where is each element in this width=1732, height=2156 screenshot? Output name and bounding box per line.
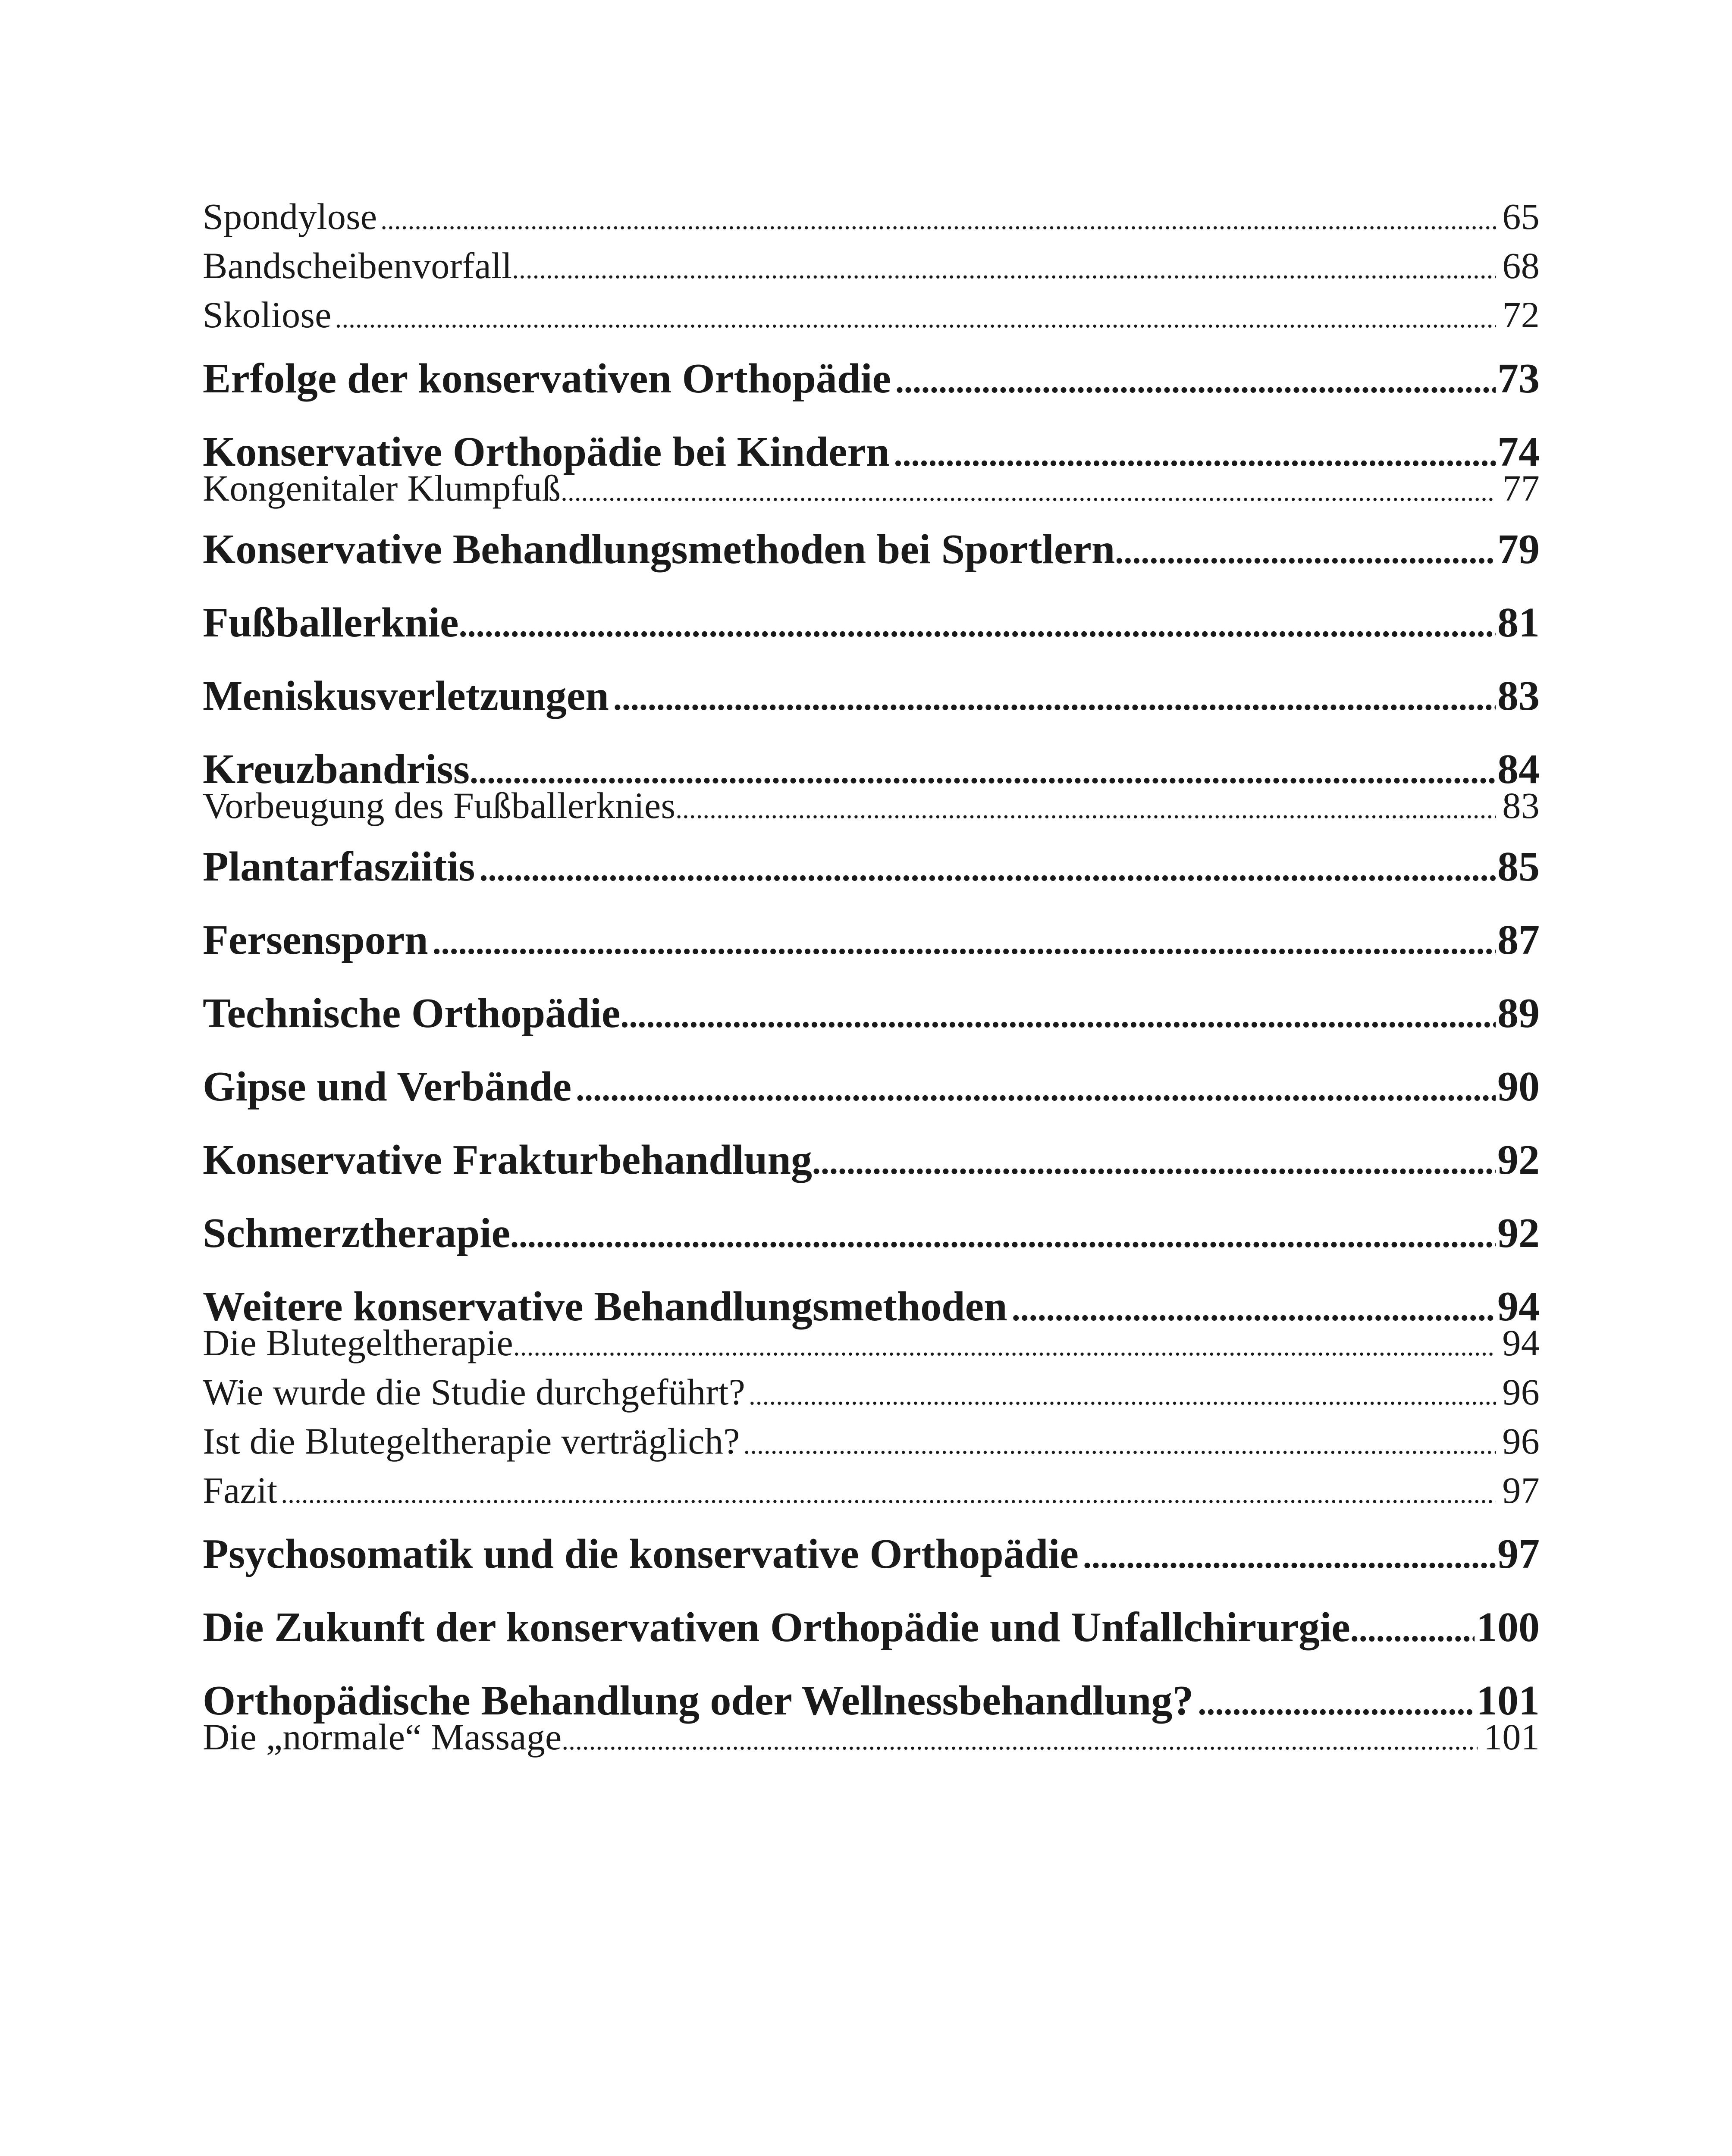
toc-entry-page: 89 [1497,990,1540,1037]
toc-entry-fersensporn[interactable] [203,903,1540,977]
dot-leader [513,1322,1496,1371]
dot-leader [510,1199,1496,1272]
toc-entry-label: Die Zukunft der konservativen Orthopädie und Unfallchirurgie [203,1604,1350,1651]
toc-entry-blutegeltherapie[interactable] [203,1318,1540,1367]
toc-entry-psychosomatik[interactable] [203,1517,1540,1591]
toc-entry-page: 74 [1497,429,1540,475]
toc-entry-gipse[interactable] [203,1050,1540,1123]
toc-entry-label: Konservative Frakturbehandlung [203,1137,812,1183]
toc-entry-page: 81 [1497,599,1540,646]
toc-entry-page: 97 [1497,1531,1540,1577]
toc-entry-page: 84 [1497,746,1540,793]
toc-entry-label: Spondylose [203,196,377,237]
toc-entry-page: 96 [1502,1371,1540,1413]
toc-entry-erfolge[interactable] [203,342,1540,415]
toc-entry-page: 94 [1502,1322,1540,1363]
toc-entry-label: Die „normale“ Massage [203,1716,562,1758]
dot-leader [1079,1520,1496,1593]
toc-entry-label: Konservative Behandlungsmethoden bei Sportlern [203,526,1115,573]
toc-entry-label: Meniskusverletzungen [203,673,609,719]
toc-entry-bandscheibenvorfall[interactable] [203,241,1540,290]
dot-leader [277,1470,1496,1519]
toc-entry-page: 94 [1497,1283,1540,1330]
toc-entry-label: Fersensporn [203,917,428,963]
toc-entry-page: 79 [1497,526,1540,573]
dot-leader [745,1371,1496,1420]
toc-entry-page: 73 [1497,355,1540,402]
toc-entry-page: 65 [1502,196,1540,237]
toc-entry-page: 92 [1497,1137,1540,1183]
toc-entry-label: Psychosomatik und die konservative Orthopädie [203,1531,1079,1577]
toc-entry-page: 77 [1502,467,1540,509]
toc-entry-studie[interactable] [203,1367,1540,1416]
toc-entry-label: Fazit [203,1470,278,1511]
dot-leader [332,294,1497,343]
toc-entry-page: 90 [1497,1063,1540,1110]
toc-entry-fraktur[interactable] [203,1123,1540,1197]
toc-entry-label: Technische Orthopädie [203,990,621,1037]
toc-entry-page: 83 [1497,673,1540,719]
toc-entry-label: Kongenitaler Klumpfuß [203,467,561,509]
toc-entry-page: 87 [1497,917,1540,963]
toc-entry-page: 100 [1476,1604,1540,1651]
toc-entry-label: Wie wurde die Studie durchgeführt? [203,1371,746,1413]
toc-entry-label: Kreuzbandriss [203,746,470,793]
dot-leader [475,833,1496,906]
dot-leader [740,1420,1497,1470]
toc-entry-label: Schmerztherapie [203,1210,510,1257]
dot-leader [512,245,1496,294]
toc-entry-fussballerknie[interactable] [203,586,1540,659]
dot-leader [891,345,1496,418]
dot-leader [459,589,1496,662]
toc-entry-label: Skoliose [203,294,332,335]
dot-leader [812,1126,1496,1199]
toc-entry-page: 72 [1502,294,1540,335]
toc-entry-label: Die Blutegeltherapie [203,1322,513,1363]
toc-entry-massage[interactable] [203,1712,1540,1761]
toc-entry-label: Ist die Blutegeltherapie verträglich? [203,1420,740,1462]
dot-leader [377,196,1496,245]
toc-entry-label: Gipse und Verbände [203,1063,572,1110]
toc-entry-page: 101 [1484,1716,1540,1758]
dot-leader [620,979,1496,1053]
toc-entry-technische[interactable] [203,977,1540,1050]
toc-entry-page: 97 [1502,1470,1540,1511]
toc-entry-fazit[interactable] [203,1466,1540,1515]
toc-entry-skoliose[interactable] [203,290,1540,339]
toc-entry-label: Orthopädische Behandlung oder Wellnessbehandlung? [203,1677,1194,1724]
toc-entry-plantarfasziitis[interactable] [203,830,1540,903]
toc-entry-page: 92 [1497,1210,1540,1257]
toc-entry-label: Vorbeugung des Fußballerknies [203,785,676,826]
toc-entry-page: 68 [1502,245,1540,286]
toc-entry-label: Bandscheibenvorfall [203,245,512,286]
toc-entry-vertraeglich[interactable] [203,1416,1540,1466]
dot-leader [571,1053,1496,1126]
toc-entry-zukunft[interactable] [203,1591,1540,1664]
toc-entry-meniskus[interactable] [203,659,1540,733]
toc-entry-label: Weitere konservative Behandlungsmethoden [203,1283,1007,1330]
toc-entry-vorbeugung[interactable] [203,781,1540,830]
toc-entry-page: 101 [1476,1677,1540,1724]
toc-entry-page: 83 [1502,785,1540,826]
toc-entry-spondylose[interactable] [203,192,1540,241]
toc-entry-label: Plantarfasziitis [203,843,475,890]
toc-entry-page: 96 [1502,1420,1540,1462]
dot-leader [1350,1593,1475,1667]
toc-entry-label: Konservative Orthopädie bei Kindern [203,429,890,475]
toc-entry-label: Erfolge der konservativen Orthopädie [203,355,891,402]
toc-entry-schmerztherapie[interactable] [203,1197,1540,1270]
dot-leader [562,1716,1478,1765]
dot-leader [675,785,1496,834]
toc-entry-sportlern[interactable] [203,513,1540,586]
toc-entry-klumpfuss[interactable] [203,464,1540,513]
toc-entry-label: Fußballerknie [203,599,459,646]
dot-leader [428,906,1496,979]
table-of-contents [203,192,1540,1761]
dot-leader [561,467,1496,517]
toc-entry-page: 85 [1497,843,1540,890]
dot-leader [609,662,1496,735]
dot-leader [1115,515,1496,589]
